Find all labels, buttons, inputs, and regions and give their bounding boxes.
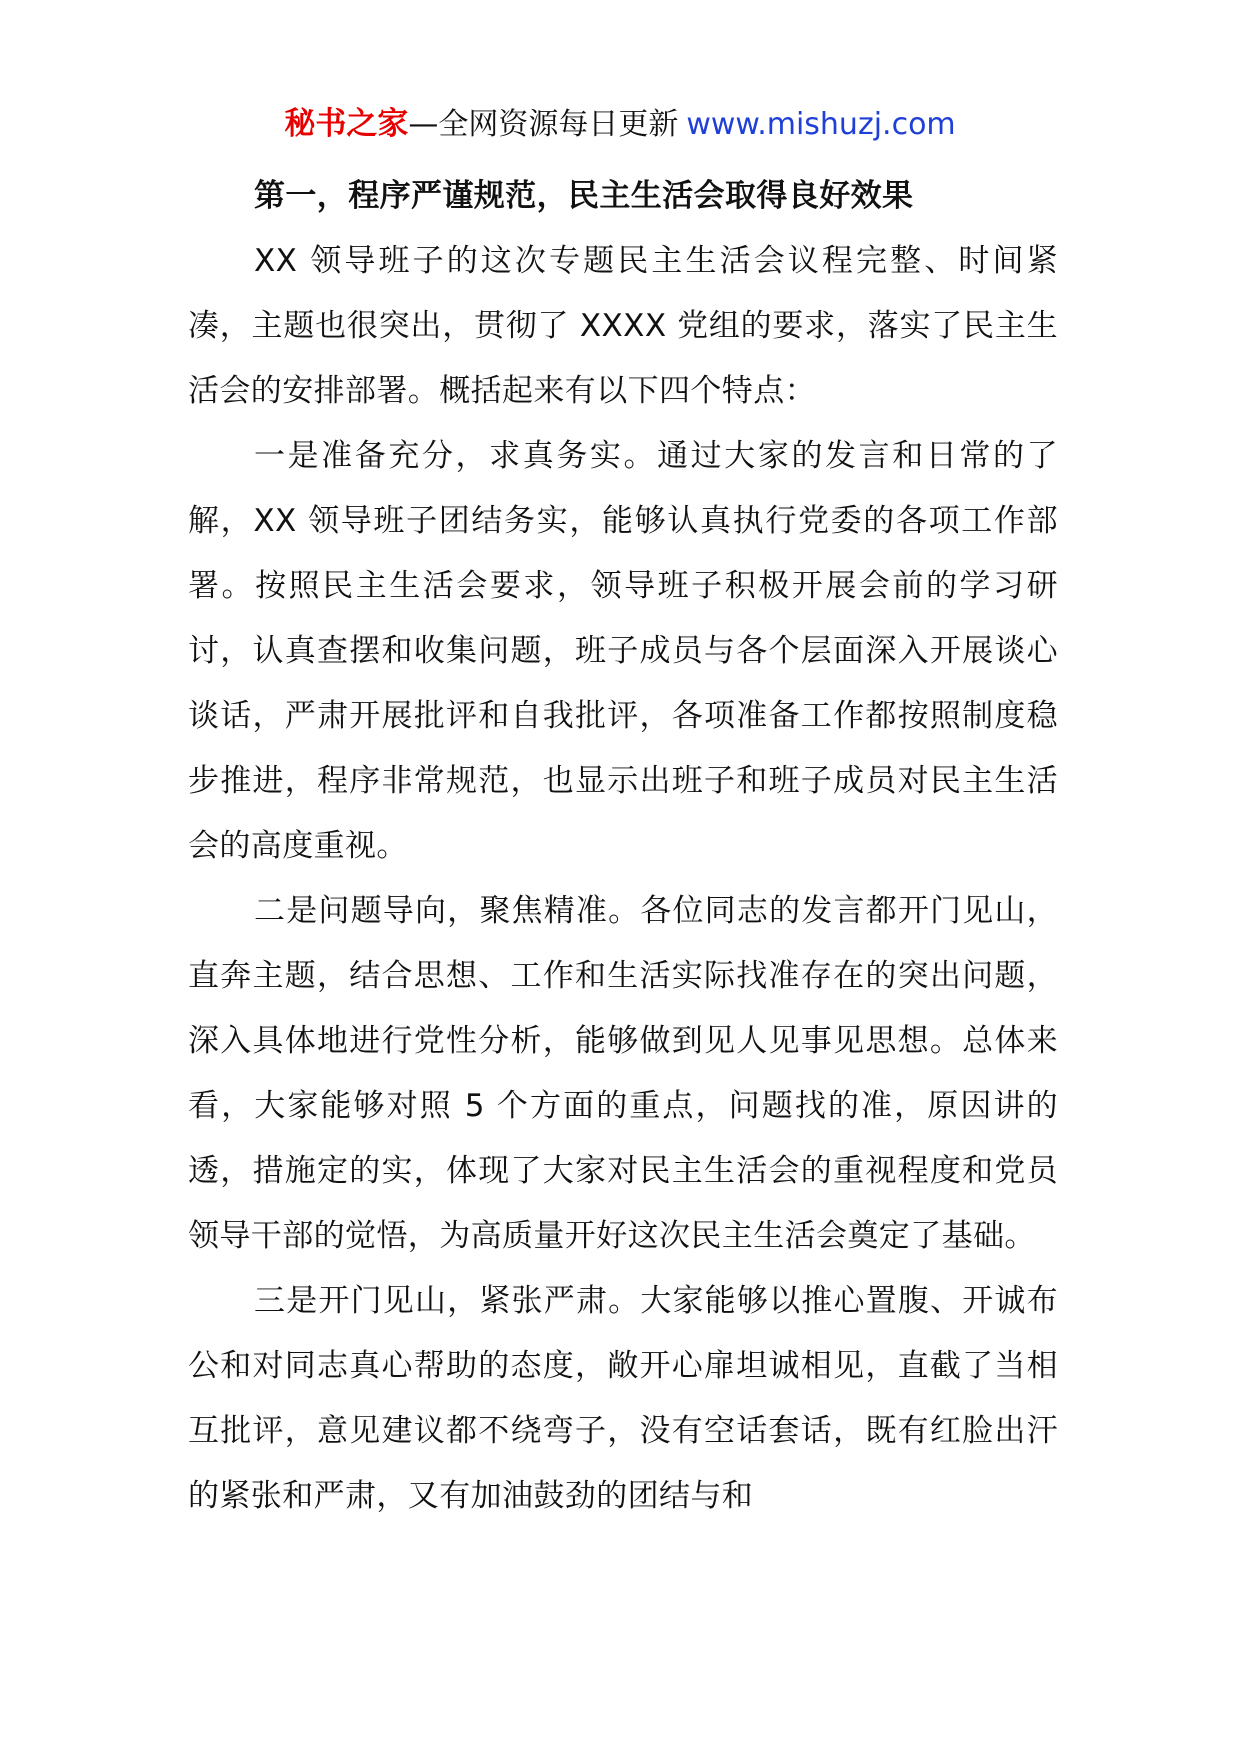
site-brand: 秘书之家 xyxy=(284,106,409,142)
paragraph-point-three: 三是开门见山，紧张严肃。大家能够以推心置腹、开诚布公和对同志真心帮助的态度，敞开心扉坦诚相见，直截了当相互批评，意见建议都不绕弯子，没有空话套话，既有红脸出汗的紧张和严肃，又有加油鼓劲的团结与和 xyxy=(188,1283,1058,1514)
site-header xyxy=(0,100,1240,149)
paragraph-intro: XX 领导班子的这次专题民主生活会议程完整、时间紧凑，主题也很突出，贯彻了 XXXX 党组的要求，落实了民主生活会的安排部署。概括起来有以下四个特点： xyxy=(188,243,1058,409)
site-tagline: —全网资源每日更新 xyxy=(408,107,679,142)
site-url-link[interactable]: www.mishuzj.com xyxy=(686,107,956,142)
section-heading: 第一，程序严谨规范，民主生活会取得良好效果 xyxy=(254,178,914,214)
document-body xyxy=(188,164,1058,1529)
paragraph-point-two: 二是问题导向，聚焦精准。各位同志的发言都开门见山，直奔主题，结合思想、工作和生活实际找准存在的突出问题，深入具体地进行党性分析，能够做到见人见事见思想。总体来看，大家能够对照 5 个方面的重点，问题找的准，原因讲的透，措施定的实，体现了大家对民主生活会的重视程度和党员领导干部的觉悟，为高质量开好这次民主生活会奠定了基础。 xyxy=(188,893,1058,1254)
paragraph-point-one: 一是准备充分，求真务实。通过大家的发言和日常的了解，XX 领导班子团结务实，能够认真执行党委的各项工作部署。按照民主生活会要求，领导班子积极开展会前的学习研讨，认真查摆和收集问题，班子成员与各个层面深入开展谈心谈话，严肃开展批评和自我批评，各项准备工作都按照制度稳步推进，程序非常规范，也显示出班子和班子成员对民主生活会的高度重视。 xyxy=(188,438,1058,864)
